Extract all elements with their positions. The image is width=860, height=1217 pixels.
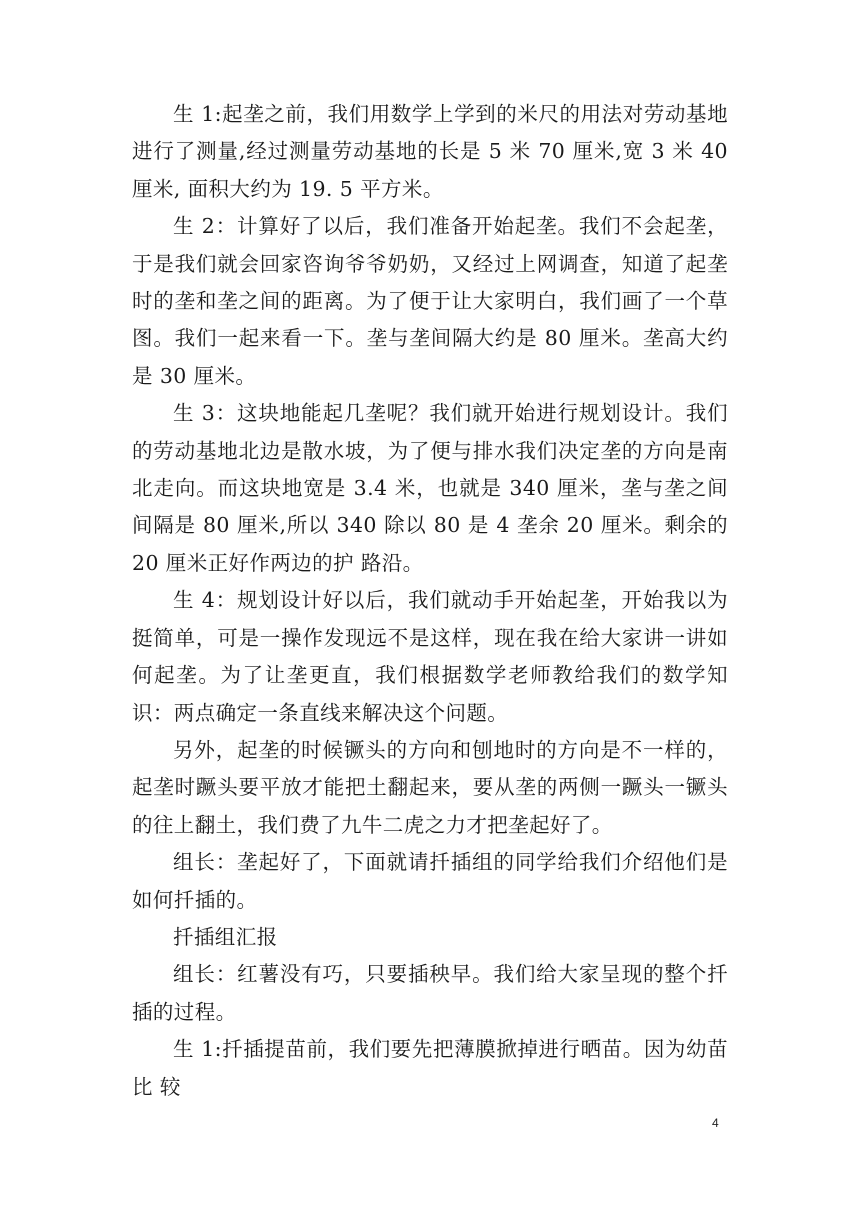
paragraph-group-leader-intro: 组长：红薯没有巧，只要插秧早。我们给大家呈现的整个扦插的过程。	[132, 962, 728, 1024]
paragraph-student-1-measurement: 生 1:起垄之前，我们用数学上学到的米尺的用法对劳动基地进行了测量,经过测量劳动基地的长是 5 米 70 厘米,宽 3 米 40 厘米, 面积大约为 19. 5 平方米。	[132, 102, 728, 201]
section-heading-cutting-report: 扦插组汇报	[173, 924, 278, 949]
body-text	[132, 96, 728, 1106]
paragraph-student-2-ridge-spacing: 生 2：计算好了以后，我们准备开始起垄。我们不会起垄，于是我们就会回家咨询爷爷奶奶，又经过上网调查，知道了起垄时的垄和垄之间的距离。为了便于让大家明白，我们画了一个草图。我们一起来看一下。垄与垄间隔大约是 80 厘米。垄高大约是 30 厘米。	[132, 214, 728, 388]
paragraph-student-1-seedlings: 生 1:扦插提苗前，我们要先把薄膜掀掉进行晒苗。因为幼苗比 较	[132, 1037, 728, 1099]
paragraph-student-4-ridging: 生 4：规划设计好以后，我们就动手开始起垄，开始我以为挺简单，可是一操作发现远不是这样，现在我在给大家讲一讲如何起垄。为了让垄更直，我们根据数学老师教给我们的数学知识：两点确定一条直线来解决这个问题。	[132, 588, 728, 725]
paragraph-group-leader-transition: 组长：垄起好了，下面就请扦插组的同学给我们介绍他们是如何扦插的。	[132, 850, 728, 912]
page-number: 4	[712, 1116, 719, 1130]
paragraph-hoe-direction: 另外，起垄的时候镢头的方向和刨地时的方向是不一样的，起垄时蹶头要平放才能把土翻起来，要从垄的两侧一蹶头一镢头的往上翻土，我们费了九牛二虎之力才把垄起好了。	[132, 737, 728, 837]
paragraph-student-3-planning: 生 3：这块地能起几垄呢？我们就开始进行规划设计。我们的劳动基地北边是散水坡，为了便与排水我们决定垄的方向是南北走向。而这块地宽是 3.4 米，也就是 340 厘米，垄与垄之间间隔是 80 厘米,所以 340 除以 80 是 4 垄余 20 厘米。剩余的 20 厘米正好作两边的护 路沿。	[132, 401, 728, 575]
